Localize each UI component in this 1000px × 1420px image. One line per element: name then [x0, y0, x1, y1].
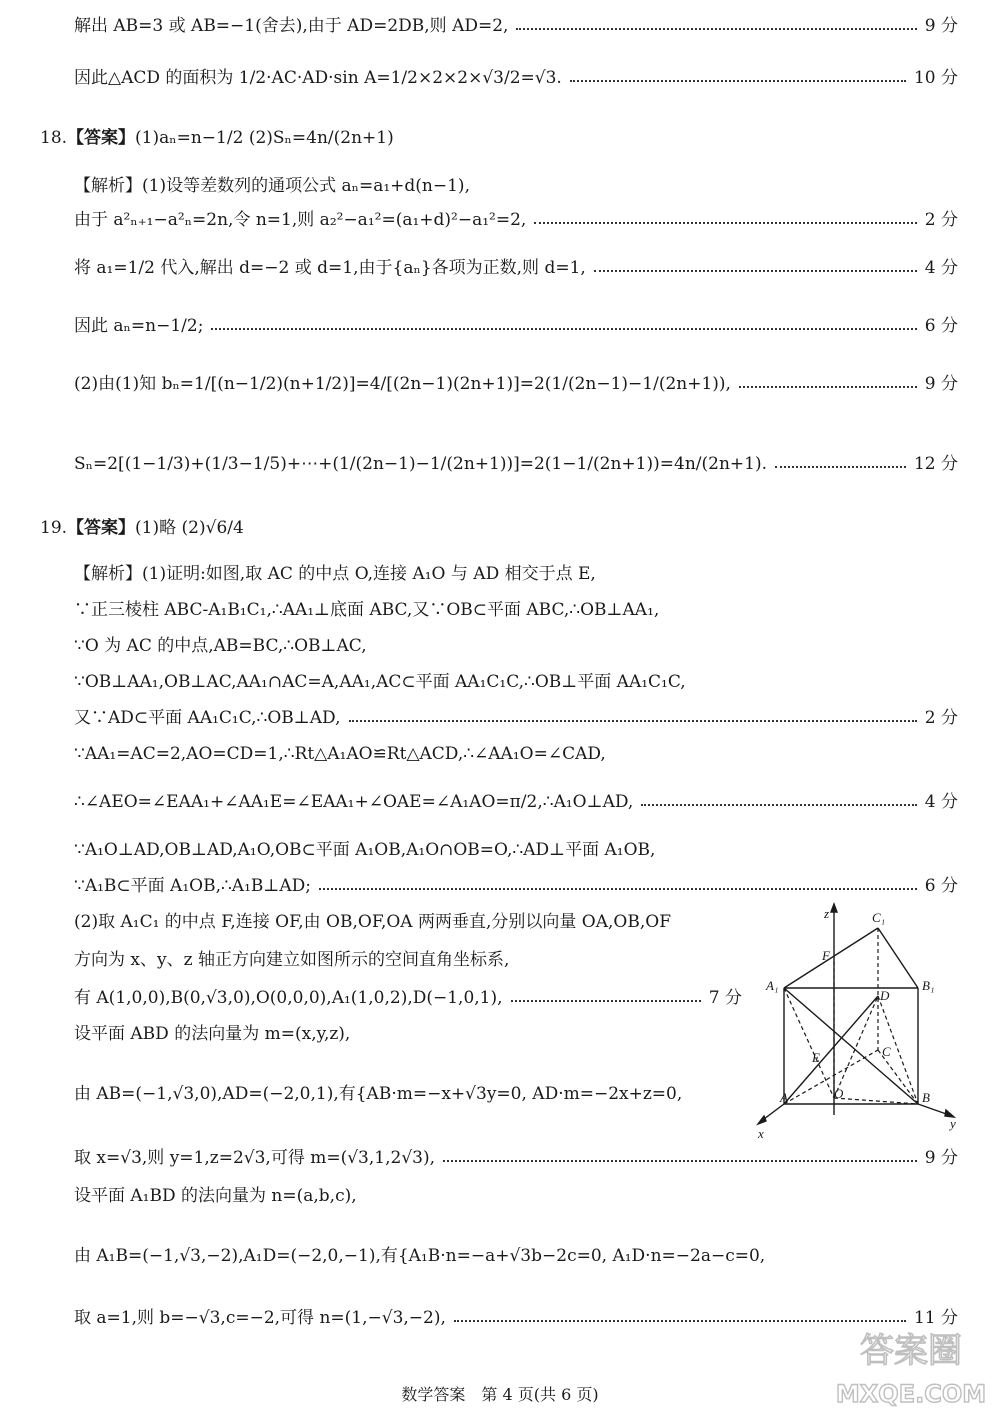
- question-number: 18.: [40, 128, 68, 148]
- line-21-text: 设平面 ABD 的法向量为 m=(x,y,z),: [74, 1024, 351, 1044]
- line-11-text: ∵O 为 AC 的中点,AB=BC,∴OB⊥AC,: [74, 636, 367, 656]
- prism-diagram: [752, 900, 972, 1150]
- z-arrow: [831, 904, 837, 912]
- x-arrow: [758, 1116, 766, 1124]
- dot-leader: [211, 328, 916, 330]
- dot-leader: [641, 804, 916, 806]
- dot-leader: [319, 888, 917, 890]
- line-25-text: 由 A₁B=(−1,√3,−2),A₁D=(−2,0,−1),有{A₁B·n=−a+√3b−2c=0, A₁D·n=−2a−c=0,: [74, 1246, 766, 1266]
- line-19: [74, 948, 742, 972]
- line-7: [74, 372, 958, 396]
- label-y: y: [950, 1116, 956, 1131]
- score: 2 分: [924, 210, 958, 230]
- dot-leader: [775, 466, 906, 468]
- line-24-text: 设平面 A₁BD 的法向量为 n=(a,b,c),: [74, 1186, 357, 1206]
- label-o: O: [834, 1086, 844, 1101]
- line-12: [74, 670, 958, 694]
- q18-answer-line: [40, 126, 394, 150]
- dot-leader: [349, 720, 917, 722]
- page-footer: 数学答案 第 4 页(共 6 页): [401, 1385, 599, 1404]
- line-3: [74, 174, 958, 198]
- line-1-text: 解出 AB=3 或 AB=−1(舍去),由于 AD=2DB,则 AD=2,: [74, 16, 509, 36]
- line-1: [74, 14, 958, 38]
- line-15: [74, 790, 958, 814]
- line-10: [74, 598, 958, 622]
- line-5-text: 将 a₁=1/2 代入,解出 d=−2 或 d=1,由于{aₙ}各项为正数,则 d=1,: [74, 258, 586, 278]
- line-24: [74, 1184, 958, 1208]
- label-a: A: [780, 1090, 788, 1105]
- line-16-text: ∵A₁O⊥AD,OB⊥AD,A₁O,OB⊂平面 A₁OB,A₁O∩OB=O,∴AD⊥平面 A₁OB,: [74, 840, 656, 860]
- line-22-text: 由 AB=(−1,√3,0),AD=(−2,0,1),有{AB·m=−x+√3y=0, AD·m=−2x+z=0,: [74, 1084, 683, 1104]
- score: 6 分: [924, 876, 958, 896]
- line-21: [74, 1022, 742, 1046]
- line-23-text: 取 x=√3,则 y=1,z=2√3,可得 m=(√3,1,2√3),: [74, 1148, 436, 1168]
- line-8-text: Sₙ=2[(1−1/3)+(1/3−1/5)+⋯+(1/(2n−1)−1/(2n+1))]=2(1−1/(2n+1))=4n/(2n+1).: [74, 454, 767, 474]
- label-b1: B₁: [922, 978, 935, 993]
- score: 10 分: [913, 68, 958, 88]
- dot-leader: [511, 1000, 701, 1002]
- line-8: [74, 452, 958, 476]
- line-5: [74, 256, 958, 280]
- line-10-text: ∵正三棱柱 ABC-A₁B₁C₁,∴AA₁⊥底面 ABC,又∵OB⊂平面 ABC,∴OB⊥AA₁,: [74, 600, 660, 620]
- line-2-text: 因此△ACD 的面积为 1/2·AC·AD·sin A=1/2×2×2×√3/2=√3.: [74, 68, 562, 88]
- line-11: [74, 634, 958, 658]
- label-f: F: [822, 948, 830, 963]
- label-z: z: [824, 906, 830, 921]
- watermark-top: 答案圈: [860, 1331, 962, 1371]
- line-3-text: 【解析】(1)设等差数列的通项公式 aₙ=a₁+d(n−1),: [74, 176, 470, 196]
- answer-tag: 【答案】: [67, 128, 136, 148]
- line-9-text: 【解析】(1)证明:如图,取 AC 的中点 O,连接 A₁O 与 AD 相交于点 E,: [74, 564, 596, 584]
- dot-leader: [570, 80, 906, 82]
- answer-text: (1)略 (2)√6/4: [135, 518, 244, 538]
- answer-tag: 【答案】: [67, 518, 136, 538]
- line-12-text: ∵OB⊥AA₁,OB⊥AC,AA₁∩AC=A,AA₁,AC⊂平面 AA₁C₁C,∴OB⊥平面 AA₁C₁C,: [74, 672, 686, 692]
- line-22: [74, 1082, 742, 1106]
- dot-leader: [594, 270, 917, 272]
- watermark-logo: [836, 1318, 986, 1414]
- line-14: [74, 742, 958, 766]
- line-18-text: (2)取 A₁C₁ 的中点 F,连接 OF,由 OB,OF,OA 两两垂直,分别以向量 OA,OB,OF: [74, 912, 671, 932]
- label-b: B: [922, 1090, 930, 1105]
- question-number: 19.: [40, 518, 68, 538]
- line-20: [74, 986, 742, 1010]
- watermark-bottom: MXQE.COM: [836, 1380, 986, 1408]
- q19-answer-line: [40, 516, 244, 540]
- dot-leader: [739, 386, 917, 388]
- line-25: [74, 1244, 958, 1268]
- line-18: [74, 910, 742, 934]
- line-17: [74, 874, 958, 898]
- line-13: [74, 706, 958, 730]
- label-x: x: [758, 1126, 764, 1141]
- line-6: [74, 314, 958, 338]
- dot-leader: [516, 28, 916, 30]
- dot-leader: [534, 222, 916, 224]
- score: 12 分: [913, 454, 958, 474]
- line-6-text: 因此 aₙ=n−1/2;: [74, 316, 204, 336]
- score: 6 分: [924, 316, 958, 336]
- score: 11 分: [913, 1308, 958, 1328]
- line-20-text: 有 A(1,0,0),B(0,√3,0),O(0,0,0),A₁(1,0,2),D(−1,0,1),: [74, 988, 503, 1008]
- line-26: [74, 1306, 958, 1330]
- line-17-text: ∵A₁B⊂平面 A₁OB,∴A₁B⊥AD;: [74, 876, 311, 896]
- line-4: [74, 208, 958, 232]
- line-7-text: (2)由(1)知 bₙ=1/[(n−1/2)(n+1/2)]=4/[(2n−1)(2n+1)]=2(1/(2n−1)−1/(2n+1)),: [74, 374, 731, 394]
- line-19-text: 方向为 x、y、z 轴正方向建立如图所示的空间直角坐标系,: [74, 950, 510, 970]
- line-2: [74, 66, 958, 90]
- answer-text: (1)aₙ=n−1/2 (2)Sₙ=4n/(2n+1): [135, 128, 394, 148]
- score: 9 分: [924, 374, 958, 394]
- line-16: [74, 838, 958, 862]
- line-15-text: ∴∠AEO=∠EAA₁+∠AA₁E=∠EAA₁+∠OAE=∠A₁AO=π/2,∴A₁O⊥AD,: [74, 792, 634, 812]
- line-26-text: 取 a=1,则 b=−√3,c=−2,可得 n=(1,−√3,−2),: [74, 1308, 446, 1328]
- score: 2 分: [924, 708, 958, 728]
- label-c1: C₁: [872, 910, 886, 925]
- label-a1: A₁: [766, 978, 779, 993]
- score: 4 分: [924, 258, 958, 278]
- label-c: C: [882, 1044, 891, 1059]
- line-13-text: 又∵AD⊂平面 AA₁C₁C,∴OB⊥AD,: [74, 708, 341, 728]
- score: 4 分: [924, 792, 958, 812]
- label-d: D: [880, 988, 890, 1003]
- line-4-text: 由于 a²ₙ₊₁−a²ₙ=2n,令 n=1,则 a₂²−a₁²=(a₁+d)²−a₁²=2,: [74, 210, 527, 230]
- score: 9 分: [924, 16, 958, 36]
- label-e: E: [812, 1050, 820, 1065]
- line-14-text: ∵AA₁=AC=2,AO=CD=1,∴Rt△A₁AO≌Rt△ACD,∴∠AA₁O=∠CAD,: [74, 744, 606, 764]
- line-9: [74, 562, 958, 586]
- score: 9 分: [924, 1148, 958, 1168]
- dot-leader: [443, 1160, 917, 1162]
- score: 7 分: [708, 988, 742, 1008]
